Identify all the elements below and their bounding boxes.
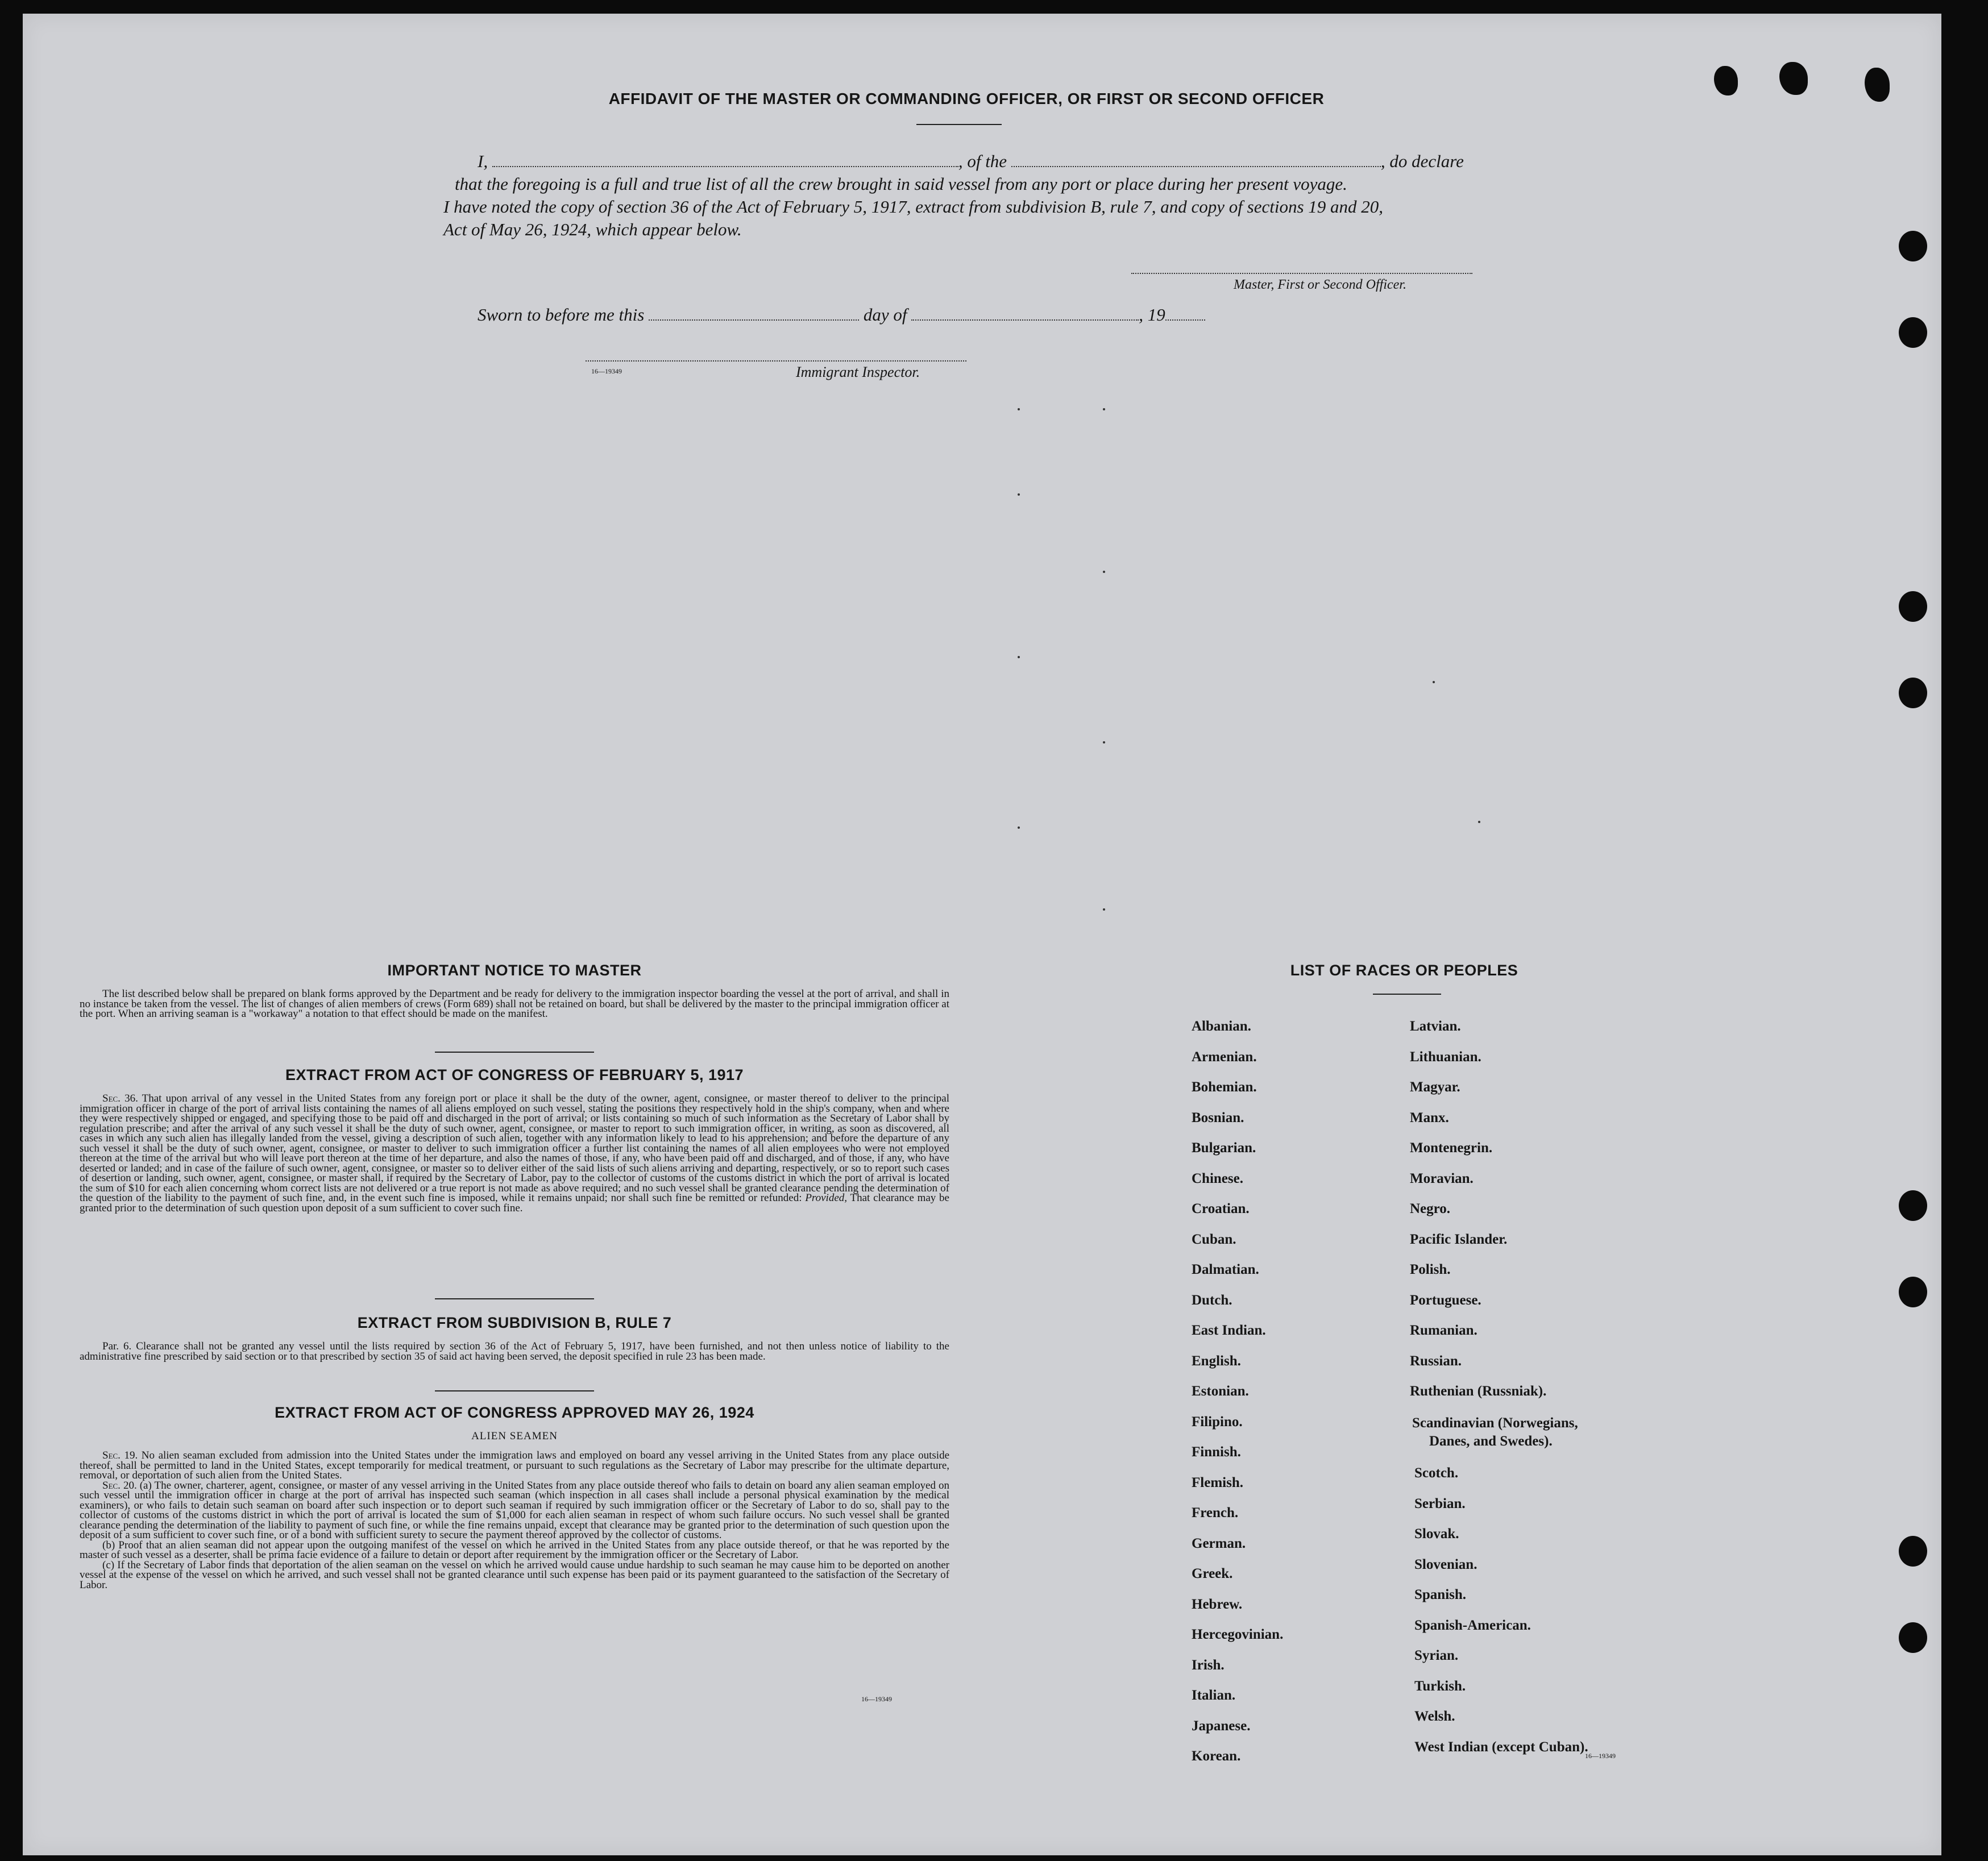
extract-rule7-title: EXTRACT FROM SUBDIVISION B, RULE 7	[357, 1314, 672, 1331]
race-item: Croatian.	[1192, 1201, 1250, 1216]
extract-rule7-text	[80, 1341, 949, 1361]
race-item: Chinese.	[1192, 1170, 1243, 1186]
race-item: Russian.	[1410, 1353, 1462, 1369]
race-item: Manx.	[1410, 1110, 1449, 1125]
punch-hole	[1899, 1190, 1927, 1221]
race-item: Bohemian.	[1192, 1079, 1257, 1095]
provided-word: Provided,	[805, 1192, 848, 1204]
race-item: Spanish-American.	[1414, 1617, 1531, 1633]
rule7-paragraph: Par. 6. Clearance shall not be granted any vessel until the lists required by section 36 of the Act of February 5, 1917, have been furnished, and not then unless notice of liability to the administrative fine prescribed by said section or to that prescribed by section 35 of said act having been served, the deposit specified in rule 23 has been made.	[80, 1340, 949, 1362]
race-item: Rumanian.	[1410, 1323, 1477, 1338]
declare-label: , do declare	[1380, 151, 1464, 171]
race-item: Irish.	[1192, 1657, 1225, 1673]
punch-hole	[1899, 231, 1927, 261]
race-item: Welsh.	[1414, 1709, 1455, 1724]
divider	[916, 124, 1002, 125]
section-36-label: Sec. 36.	[102, 1092, 138, 1104]
punch-hole	[1899, 591, 1927, 622]
race-item: Slovak.	[1414, 1526, 1459, 1542]
race-item: French.	[1192, 1505, 1239, 1521]
sworn-label: Sworn to before me this	[478, 305, 645, 325]
race-item: Danes, and Swedes).	[1429, 1434, 1553, 1449]
extract-1924-text	[80, 1451, 949, 1590]
race-item: Bosnian.	[1192, 1110, 1244, 1125]
race-item: West Indian (except Cuban).	[1414, 1739, 1588, 1755]
race-item: Montenegrin.	[1410, 1140, 1493, 1156]
section-20a-body: (a) The owner, charterer, agent, consignee, or master of any vessel arriving in the United States from any place outside thereof who fails to detain on board any alien seaman employed on such vessel until the immigration officer in charge at the port of arrival has inspected such seaman (which inspection in all cases shall include a personal physical examination by the medical examiners), or who fails to detain such seaman on board after such inspection or to deport such seaman if required by such immigration officer or the Secretary of Labor to do so, shall pay to the collector of customs of the customs district in which the port of arrival is located the sum of $1,000 for each alien seaman in respect of whom such failure occurs. No such vessel shall be granted clearance pending the determination of the liability to payment of such fine, or while the fine remains unpaid, except that clearance may be granted prior to the determination of such question upon the deposit of a sum sufficient to cover such fine, or of a bond with sufficient surety to secure the payment thereof approved by the collector of customs.	[80, 1479, 949, 1541]
vessel-name-field[interactable]	[1011, 166, 1381, 167]
form-number-bottom-left: 16—19349	[861, 1695, 892, 1703]
race-item: German.	[1192, 1535, 1246, 1551]
divider	[435, 1298, 594, 1299]
master-signature-label: Master, First or Second Officer.	[1234, 277, 1406, 292]
master-signature-line[interactable]	[1131, 273, 1472, 274]
speck	[1103, 571, 1105, 573]
vessel-label: , of the	[958, 151, 1007, 171]
race-item: Syrian.	[1414, 1648, 1459, 1663]
extract-1917-text	[80, 1094, 949, 1213]
speck	[1103, 408, 1105, 410]
races-title: LIST OF RACES OR PEOPLES	[1290, 962, 1518, 979]
speck	[1018, 493, 1020, 496]
sworn-year-field[interactable]	[1165, 319, 1205, 321]
sworn-month-field[interactable]	[911, 319, 1139, 321]
race-item: Greek.	[1192, 1566, 1233, 1581]
punch-hole	[1899, 678, 1927, 708]
race-item: Scandinavian (Norwegians,	[1412, 1415, 1578, 1431]
race-item: Albanian.	[1192, 1019, 1251, 1034]
alien-seamen-subtitle: ALIEN SEAMEN	[471, 1430, 558, 1442]
race-item: Bulgarian.	[1192, 1140, 1256, 1156]
speck	[1103, 741, 1105, 743]
races-scandinavian	[1412, 1414, 1578, 1451]
speck	[1018, 656, 1020, 658]
punch-hole	[1899, 317, 1927, 348]
divider	[435, 1390, 594, 1391]
affidavit-line1	[478, 151, 1464, 172]
sworn-line	[478, 305, 1205, 325]
punch-hole	[1899, 1536, 1927, 1567]
race-item: Finnish.	[1192, 1444, 1241, 1460]
day-of-label: day of	[863, 305, 907, 325]
race-item: Scotch.	[1414, 1465, 1459, 1481]
declarant-label: I,	[478, 151, 488, 171]
section-19-label: Sec. 19.	[102, 1449, 138, 1461]
race-item: Latvian.	[1410, 1019, 1461, 1034]
race-item: East Indian.	[1192, 1323, 1266, 1338]
section-20-label: Sec. 20.	[102, 1479, 137, 1492]
speck	[1018, 408, 1020, 410]
section-36-end: That clearance may be granted prior to the determination of such question upon deposit of a sum sufficient to cover such fine.	[80, 1192, 949, 1214]
races-column-1	[1192, 1019, 1283, 1779]
inspector-signature-line[interactable]	[586, 360, 966, 362]
race-item: Armenian.	[1192, 1049, 1257, 1065]
document-page	[23, 14, 1941, 1855]
affidavit-title: AFFIDAVIT OF THE MASTER OR COMMANDING OFFICER, OR FIRST OR SECOND OFFICER	[608, 90, 1325, 107]
race-item: Slovenian.	[1414, 1556, 1477, 1572]
race-item: Serbian.	[1414, 1496, 1466, 1511]
notice-title: IMPORTANT NOTICE TO MASTER	[387, 962, 642, 979]
race-item: Dutch.	[1192, 1292, 1232, 1308]
race-item: Moravian.	[1410, 1170, 1474, 1186]
section-36-body: That upon arrival of any vessel in the United States from any foreign port or place it shall be the duty of the owner, agent, consignee, or master thereof to deliver to the principal immigration officer in charge of the port of arrival lists containing the names of all aliens employed on such vessel, stating the positions they respectively hold in the ship's company, when and where they were respectively shipped or engaged, and specifying those to be paid off and discharged in the port of arrival; or lists containing so much of such information as the Secretary of Labor shall by regulation prescribe; and after the arrival of any such vessel it shall be the duty of such owner, agent, consignee, or master to report to such immigration officer, in writing, as soon as discovered, all cases in which any such alien has illegally landed from the vessel, giving a description of such alien, together with any information likely to lead to his apprehension; and before the departure of any such vessel it shall be the duty of such owner, agent, consignee, or master to deliver to such immigration officer a further list containing the names of all alien employees who were not employed thereon at the time of the arrival but who will leave port thereon at the time of her departure, and also the names of those, if any, who have been paid off and discharged, and of those, if any, who have deserted or landed; and in case of the failure of such owner, agent, consignee, or master so to deliver either of the said lists of such aliens arriving and departing, respectively, or so to report such cases of desertion or landing, such owner, agent, consignee, or master shall, if required by the Secretary of Labor, pay to the collector of customs of the customs district in which the port of arrival is located the sum of $10 for each alien concerning whom correct lists are not delivered or a true report is not made as above required; and no such vessel shall be granted clearance pending the determination of the question of the liability to the payment of such fine, and, in the event such fine is imposed, while it remains unpaid; nor shall such fine be remitted or refunded:	[80, 1092, 949, 1204]
notice-text	[80, 989, 949, 1019]
race-item: Polish.	[1410, 1262, 1451, 1277]
divider	[1373, 994, 1441, 995]
speck	[1103, 908, 1105, 911]
race-item: Negro.	[1410, 1201, 1451, 1216]
ink-blot	[1865, 68, 1890, 102]
divider	[435, 1052, 594, 1053]
section-19-body: No alien seaman excluded from admission into the United States under the immigration laws and employed on board any vessel arriving in the United States from any place outside thereof, shall be permitted to land in the United States, except temporarily for medical treatment, or pursuant to such regulations as the Secretary of Labor may prescribe for the ultimate departure, removal, or deportation of such alien from the United States.	[80, 1449, 949, 1481]
race-item: Turkish.	[1414, 1678, 1466, 1694]
year-label: , 19	[1139, 305, 1165, 325]
form-number-bottom-right: 16—19349	[1585, 1752, 1616, 1760]
notice-paragraph: The list described below shall be prepared on blank forms approved by the Department and be ready for delivery to the immigration inspector boarding the vessel at the port of arrival, and shall in no instance be taken from the vessel. The list of changes of alien members of crews (Form 689) shall not be retained on board, but shall be delivered by the master to the principal immigration officer at the port. When an arriving seaman is a "workaway" a notation to that effect should be made on the manifest.	[80, 988, 949, 1020]
race-item: Filipino.	[1192, 1414, 1243, 1430]
section-20b-body: (b) Proof that an alien seaman did not appear upon the outgoing manifest of the vessel on which he arrived in the United States from any place outside thereof, or that he was reported by the master of such vessel as a deserter, shall be prima facie evidence of a failure to detain or deport after requirement by the immigration officer or the Secretary of Labor.	[80, 1539, 949, 1561]
race-item: Lithuanian.	[1410, 1049, 1481, 1065]
race-item: Korean.	[1192, 1748, 1241, 1764]
inspector-label: Immigrant Inspector.	[796, 364, 920, 380]
race-item: Pacific Islander.	[1410, 1231, 1508, 1247]
race-item: English.	[1192, 1353, 1241, 1369]
race-item: Ruthenian (Russniak).	[1410, 1384, 1547, 1399]
race-item: Spanish.	[1414, 1587, 1467, 1602]
affidavit-line2: that the foregoing is a full and true list of all the crew brought in said vessel from any port or place during her present voyage.	[455, 174, 1347, 194]
race-item: Dalmatian.	[1192, 1262, 1259, 1277]
speck	[1433, 681, 1435, 683]
affidavit-line3: I have noted the copy of section 36 of the Act of February 5, 1917, extract from subdivision B, rule 7, and copy of sections 19 and 20,	[443, 197, 1384, 217]
affidavit-line4: Act of May 26, 1924, which appear below.	[443, 219, 742, 239]
race-item: Portuguese.	[1410, 1292, 1481, 1308]
punch-hole	[1899, 1277, 1927, 1307]
race-item: Estonian.	[1192, 1384, 1249, 1399]
ink-blot	[1779, 62, 1808, 95]
speck	[1478, 821, 1480, 823]
race-item: Magyar.	[1410, 1079, 1460, 1095]
races-column-2b	[1414, 1465, 1588, 1769]
punch-hole	[1899, 1622, 1927, 1653]
race-item: Italian.	[1192, 1688, 1236, 1703]
race-item: Hercegovinian.	[1192, 1627, 1284, 1642]
section-20c-body: (c) If the Secretary of Labor finds that deportation of the alien seaman on the vessel on which he arrived would cause undue hardship to such seaman he may cause him to be deported on another vessel at the expense of the vessel on which he arrived, and such vessel shall not be granted clearance until such expense has been paid or its payment guaranteed to the satisfaction of the Secretary of Labor.	[80, 1559, 949, 1591]
race-item: Cuban.	[1192, 1231, 1236, 1247]
sworn-day-field[interactable]	[649, 319, 859, 321]
race-item: Hebrew.	[1192, 1596, 1243, 1612]
extract-1917-title: EXTRACT FROM ACT OF CONGRESS OF FEBRUARY 5, 1917	[285, 1066, 744, 1083]
race-item: Japanese.	[1192, 1718, 1251, 1734]
races-column-2	[1410, 1019, 1546, 1414]
extract-1924-title: EXTRACT FROM ACT OF CONGRESS APPROVED MAY 26, 1924	[275, 1404, 754, 1421]
speck	[1018, 826, 1020, 829]
ink-blot	[1714, 66, 1738, 95]
declarant-name-field[interactable]	[492, 166, 958, 167]
race-item: Flemish.	[1192, 1474, 1243, 1490]
form-number-top: 16—19349	[591, 367, 622, 375]
